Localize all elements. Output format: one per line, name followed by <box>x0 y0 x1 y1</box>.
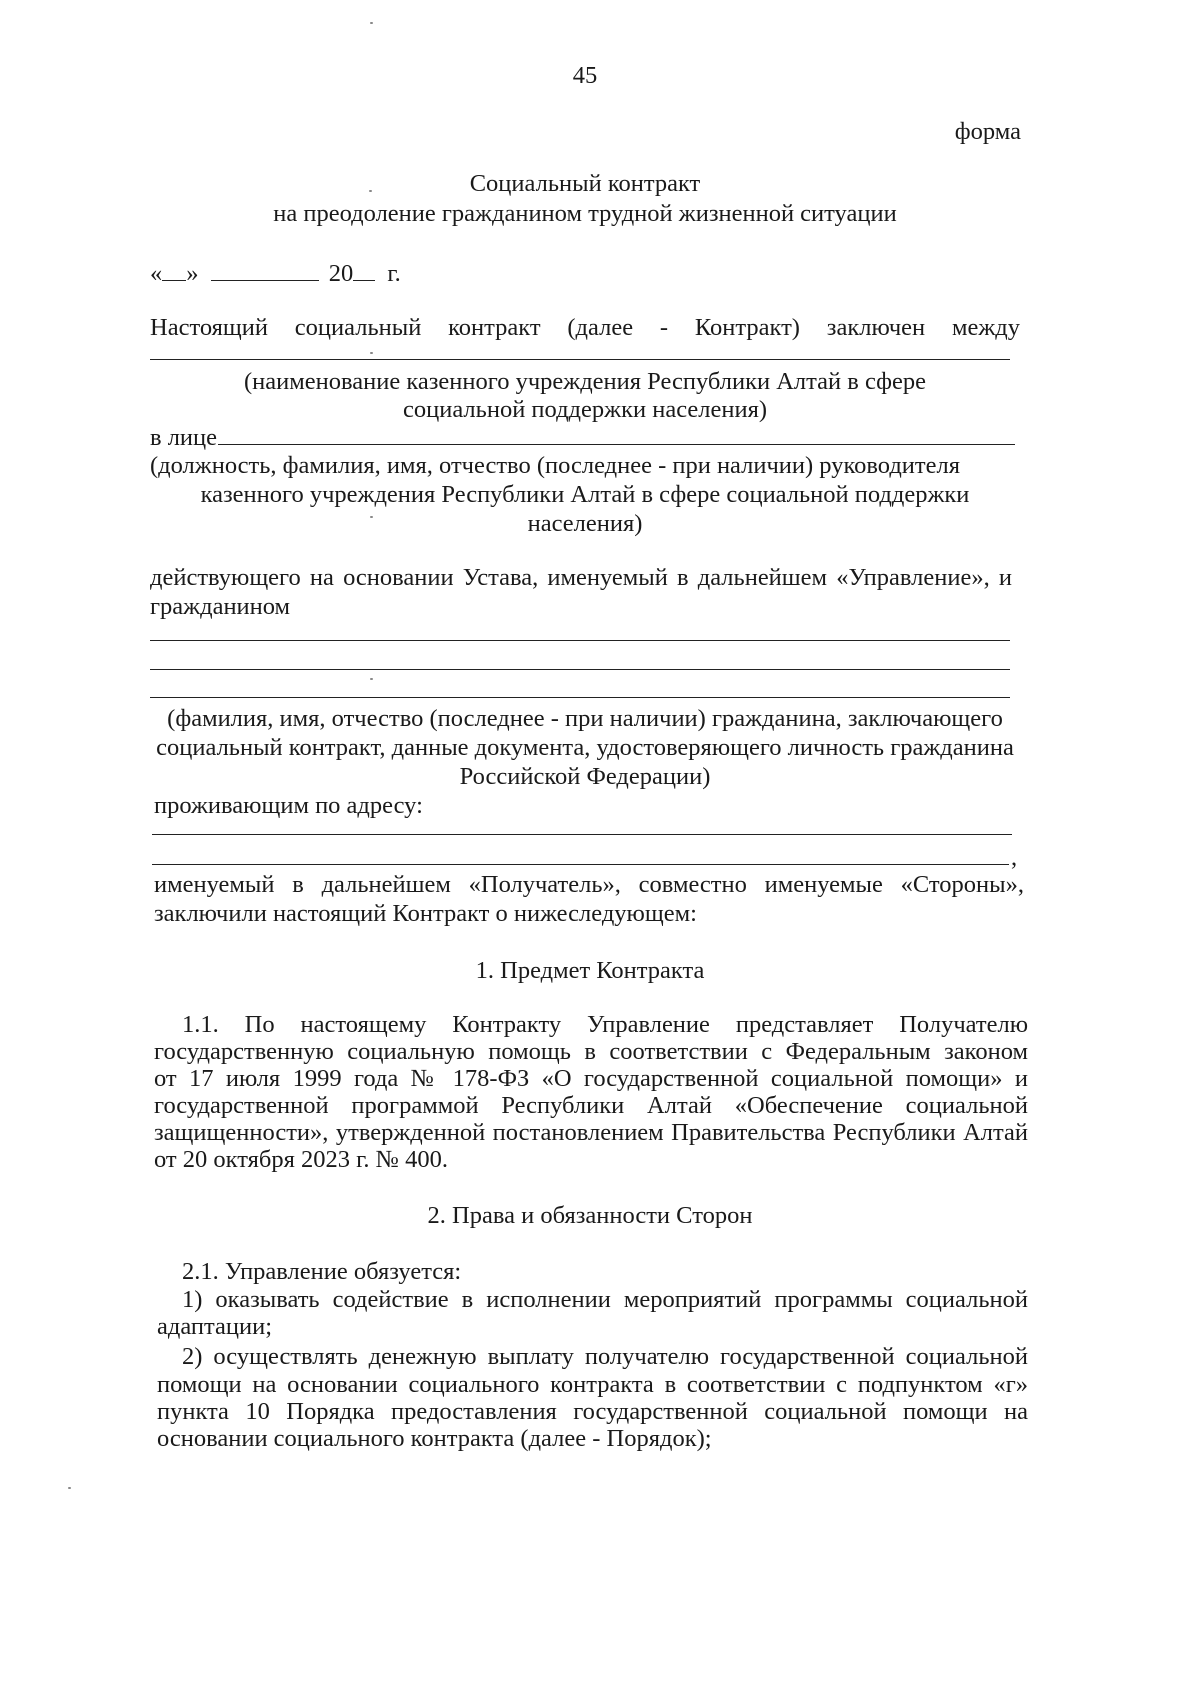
para-1-1-line-1: 1.1. По настоящему Контракту Управление представляет Получателю <box>182 1011 1028 1038</box>
hint-citizen-2: социальный контракт, данные документа, удостоверяющего личность гражданина <box>156 734 1014 761</box>
citizen-field-2[interactable] <box>150 669 1010 670</box>
item-2-line-1: 2) осуществлять денежную выплату получателю государственной социальной <box>182 1343 1028 1370</box>
document-title: Социальный контракт <box>469 170 701 197</box>
scan-speck <box>370 352 373 354</box>
page-number: 45 <box>572 62 598 89</box>
para-1-1-line-2: государственную социальную помощь в соответствии с Федеральным законом <box>154 1038 1028 1065</box>
head-name-field[interactable] <box>218 444 1015 445</box>
item-1-line-1: 1) оказывать содействие в исполнении мероприятий программы социальной <box>182 1286 1028 1313</box>
item-2-line-4: основании социального контракта (далее - Порядок); <box>157 1425 712 1452</box>
date-close-quote: » <box>186 260 199 287</box>
scan-speck <box>370 516 373 518</box>
para-2-1: 2.1. Управление обязуется: <box>182 1258 462 1285</box>
para-1-1-line-5: защищенности», утвержденной постановлением Правительства Республики Алтай <box>154 1119 1028 1146</box>
para-1-1-line-6: от 20 октября 2023 г. № 400. <box>154 1146 449 1173</box>
section-1-heading: 1. Предмет Контракта <box>475 957 705 984</box>
date-open-quote: « <box>150 260 163 287</box>
acting-line-1: действующего на основании Устава, именуемый в дальнейшем «Управление», и <box>150 564 1012 591</box>
named-line-2: заключили настоящий Контракт о нижеследующем: <box>154 900 697 927</box>
hint-head-3: населения) <box>527 510 643 537</box>
address-field-1[interactable] <box>152 834 1012 835</box>
scan-speck <box>370 22 373 24</box>
named-line-1: именуемый в дальнейшем «Получатель», совместно именуемые «Стороны», <box>154 871 1024 898</box>
address-comma: , <box>1011 844 1018 871</box>
citizen-field-3[interactable] <box>150 697 1010 698</box>
document-subtitle: на преодоление гражданином трудной жизненной ситуации <box>273 200 897 227</box>
para-1-1-line-4: государственной программой Республики Алтай «Обеспечение социальной <box>154 1092 1028 1119</box>
hint-head-2: казенного учреждения Республики Алтай в сфере социальной поддержки <box>200 481 970 508</box>
intro-line: Настоящий социальный контракт (далее - Контракт) заключен между <box>150 314 1020 341</box>
month-blank[interactable] <box>211 258 319 281</box>
date-line <box>150 258 401 290</box>
item-2-line-2: помощи на основании социального контракта в соответствии с подпунктом «г» <box>157 1371 1028 1398</box>
year-blank[interactable] <box>353 258 375 281</box>
residing-label: проживающим по адресу: <box>154 792 423 819</box>
acting-line-2: гражданином <box>150 593 291 620</box>
hint-head-1: (должность, фамилия, имя, отчество (последнее - при наличии) руководителя <box>150 452 960 479</box>
item-2-line-3: пункта 10 Порядка предоставления государственной социальной помощи на <box>157 1398 1028 1425</box>
item-1-line-2: адаптации; <box>157 1313 273 1340</box>
scan-speck <box>370 678 373 680</box>
scan-speck <box>369 190 372 192</box>
hint-citizen-1: (фамилия, имя, отчество (последнее - при наличии) гражданина, заключающего <box>167 705 1003 732</box>
scan-speck <box>68 1487 71 1489</box>
hint-citizen-3: Российской Федерации) <box>459 763 711 790</box>
year-suffix: г. <box>387 260 401 287</box>
address-field-2[interactable] <box>152 864 1009 865</box>
institution-name-field[interactable] <box>150 359 1010 360</box>
hint-institution-2: социальной поддержки населения) <box>403 396 767 423</box>
day-blank[interactable] <box>162 258 186 281</box>
form-label: форма <box>954 118 1021 145</box>
in-person-label: в лице <box>150 424 218 451</box>
para-1-1-line-3: от 17 июля 1999 года № 178-ФЗ «О государственной социальной помощи» и <box>154 1065 1028 1092</box>
section-2-heading: 2. Права и обязанности Сторон <box>427 1202 753 1229</box>
citizen-field-1[interactable] <box>150 640 1010 641</box>
hint-institution-1: (наименование казенного учреждения Республики Алтай в сфере <box>244 368 926 395</box>
year-prefix: 20 <box>328 260 354 287</box>
